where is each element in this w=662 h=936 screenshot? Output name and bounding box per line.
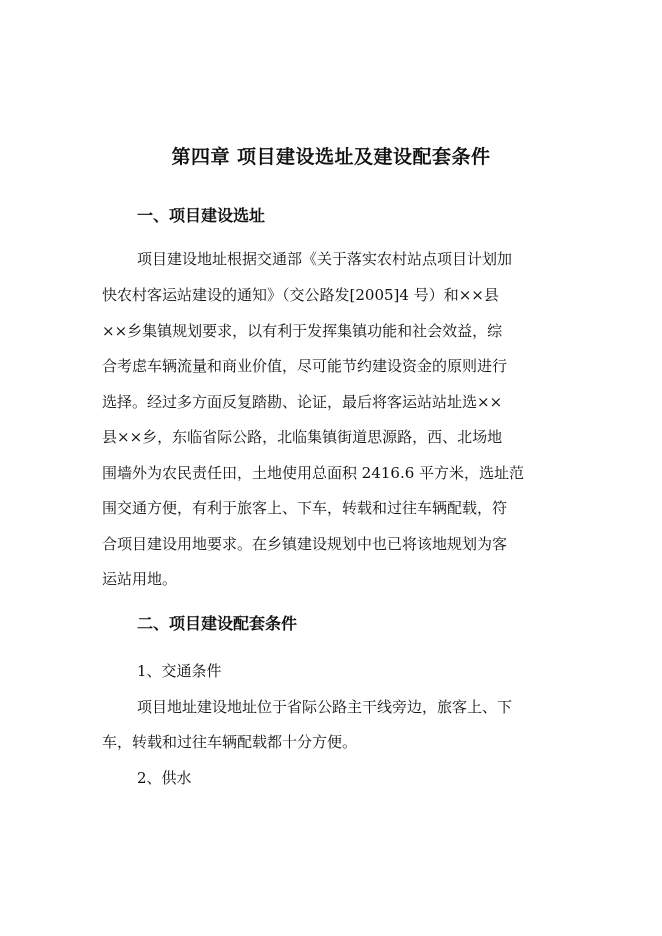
paragraph-line: 县××乡，东临省际公路，北临集镇街道思源路，西、北场地 bbox=[102, 428, 503, 446]
subheading-water-supply: 2、供水 bbox=[137, 769, 192, 787]
paragraph-line: 运站用地。 bbox=[102, 570, 178, 588]
paragraph-line: 合考虑车辆流量和商业价值，尽可能节约建设资金的原则进行 bbox=[102, 357, 508, 375]
paragraph-line: ××乡集镇规划要求，以有利于发挥集镇功能和社会效益，综 bbox=[102, 322, 503, 340]
paragraph-line: 选择。经过多方面反复踏勘、论证，最后将客运站站址选×× bbox=[102, 393, 503, 411]
paragraph-line: 项目地址建设地址位于省际公路主干线旁边，旅客上、下 bbox=[137, 698, 513, 716]
paragraph-line: 合项目建设用地要求。在乡镇建设规划中也已将该地规划为客 bbox=[102, 535, 508, 553]
chapter-title: 第四章 项目建设选址及建设配套条件 bbox=[171, 146, 491, 168]
paragraph-line: 围墙外为农民责任田，土地使用总面积 2416.6 平方米，选址范 bbox=[102, 464, 525, 482]
paragraph-line: 车，转载和过往车辆配载都十分方便。 bbox=[102, 733, 358, 751]
paragraph-line: 项目建设地址根据交通部《关于落实农村站点项目计划加 bbox=[137, 250, 513, 268]
subheading-traffic: 1、交通条件 bbox=[137, 662, 222, 680]
paragraph-line: 快农村客运站建设的通知》（交公路发[2005]4 号）和××县 bbox=[102, 286, 499, 304]
section-heading-supporting-conditions: 二、项目建设配套条件 bbox=[137, 614, 298, 633]
section-heading-site-selection: 一、项目建设选址 bbox=[137, 206, 266, 225]
paragraph-line: 围交通方便，有利于旅客上、下车，转载和过往车辆配载，符 bbox=[102, 499, 508, 517]
